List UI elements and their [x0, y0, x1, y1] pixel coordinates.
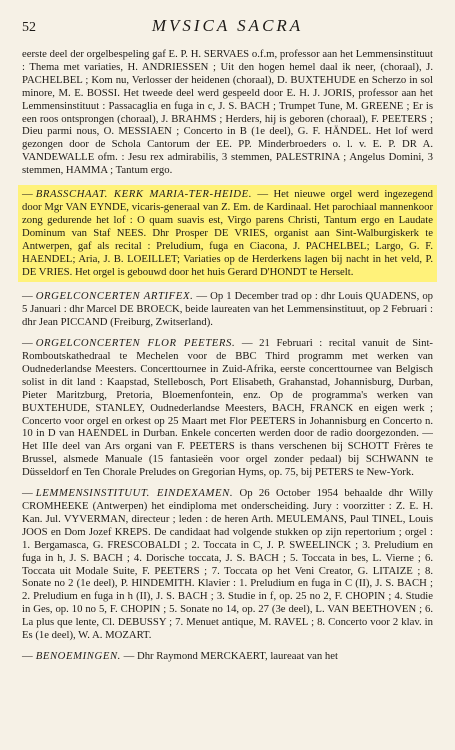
- section-heading: LEMMENSINSTITUUT. EINDEXAMEN.: [35, 487, 234, 500]
- section-lemmensinstituut: [22, 487, 433, 642]
- section-heading: BENOEMINGEN.: [35, 649, 121, 662]
- section-marker: —: [22, 188, 33, 201]
- section-marker: —: [22, 337, 33, 350]
- section-heading: ORGELCONCERTEN ARTIFEX.: [35, 290, 194, 303]
- section-benoemingen: — BENOEMINGEN. — Dhr Raymond MERCKAERT, laureaat van het: [22, 649, 338, 662]
- section-text: Op 26 October 1954 behaalde dhr Willy CROMHEEKE (Antwerpen) het eindiploma met onderscheiding. Jury : voorzitter : Z. E. H. Kan. Jul. VYVERMAN, directeur ; leden : de heren Arth. MEULEMANS, Paul TINEL, Louis JOOS en Dom Jozef KREPS. De candidaat had volgende stukken op zijn repertorium ; orgel : 1. Bergamasca, G. FRESCOBALDI ; 2. Toccata in C, J. P. SWEELINCK ; 3. Preludium en fuga in h, J. S. BACH ; 4. Dorische toccata, J. S. BACH ; 5. Toccata in bes, L. Vierne ; 6. Toccata uit Modale Suite, F. PEETERS ; 7. Toccata op het Veni Creator, G. LITAIZE ; 8. Sonate no 2 (1e deel), P. HINDEMITH. Klavier : 1. Preludium en fuga in C (II), J. S. BACH ; 2. Preludium en fuga in h (II), J. S. BACH ; 3. Studie in f, op. 25 no 2, F. CHOPIN ; 4. Studie in Ges, op. 10 no 5, F. CHOPIN ; 5. Sonate no 14, op. 27 (3e deel), L. VAN BEETHOVEN ; 6. La plus que lente, Cl. DEBUSSY ; 7. Menuet antique, M. RAVEL ; 8. Concerto voor 2 klav. in Es (1e deel), W. A. MOZART.: [22, 487, 433, 642]
- section-flor-peeters: — ORGELCONCERTEN FLOR PEETERS. — 21 Februari : recital vanuit de Sint-Romboutskathedraal te Mechelen voor de BBC Third programm met werken van Oudnederlandse Meesters. Concerttournee in Zuid-Afrika, eerste concerttournee van Belgisch solist in dit land : Kaapstad, Stellebosch, Port Elisabeth, Grahanstad, Johannisburg, Durban, Pieter Maritzburg, Pretoria, Bloemenfontein, enz. Op de programma's werken van BUXTEHUDE, STANLEY, Oudnederlandse Meesters, BACH, FRANCK en eigen werk ; Concerto voor orgel en orkest op 25 Maart met Flor PEETERS in Johannisburg en Concerto n. 10 in D van HAENDEL in Durban. Enkele concerten werden door de radio doorgezonden. — Het IIIe deel van Ars organi van F. PEETERS is thans verschenen bij SCHOTT Frères te Brussel, alsmede Manuale (15 fantasieën voor orgel zonder pedaal) bij SCHWANN te Düsseldorf en Ten Chorale Preludes on Gregorian Hyms, op. 75, bij PETERS te New-York.: [22, 337, 433, 479]
- page-number: 52: [22, 20, 36, 35]
- section-heading: ORGELCONCERTEN FLOR PEETERS.: [35, 337, 236, 350]
- highlighted-section: [18, 185, 437, 282]
- section-text: 21 Februari : recital vanuit de Sint-Romboutskathedraal te Mechelen voor de BBC Third programm met werken van Oudnederlandse Meesters. Concerttournee in Zuid-Afrika, eerste concerttournee van Belgisch solist in dit land : Kaapstad, Stellebosch, Port Elisabeth, Grahanstad, Johannisburg, Durban, Pieter Maritzburg, Pretoria, Bloemenfontein, enz. Op de programma's werken van BUXTEHUDE, STANLEY, Oudnederlandse Meesters, BACH, FRANCK en eigen werk ; Concerto voor orgel en orkest op 25 Maart met Flor PEETERS in Johannisburg en Concerto n. 10 in D van HAENDEL in Durban. Enkele concerten werden door de radio doorgezonden. — Het IIIe deel van Ars organi van F. PEETERS is thans verschenen bij SCHOTT Frères te Brussel, alsmede Manuale (15 fantasieën voor orgel zonder pedaal) bij SCHWANN te Düsseldorf en Ten Chorale Preludes on Gregorian Hyms, op. 75, bij PETERS te New-York.: [22, 337, 433, 479]
- section-marker: —: [22, 649, 33, 662]
- section-heading: BRASSCHAAT. KERK MARIA-TER-HEIDE.: [35, 188, 253, 201]
- intro-paragraph: eerste deel der orgelbespeling gaf E. P. H. SERVAES o.f.m, professor aan het Lemmensinstituut : Thema met variaties, H. ANDRIESSEN ; Uit den hogen hemel daal ik neer, (choraal), J. PACHELBEL ; Kom nu, Verlosser der heidenen (choraal), D. BUXTEHUDE en Scherzo in sol minore, M. E. BOSSI. Het tweede deel werd gespeeld door E. H. J. JORIS, professor aan het Lemmensinstituut : Passacaglia en fuga in c, J. S. BACH ; Trumpet Tune, M. GREENE ; Er is een roos ontsprongen (choraal), J. BRAHMS ; Herders, hij is geboren (choraal), F. PEETERS ; Dieu parmi nous, O. MESSIAEN ; Concerto in B (1e deel), G. F. HÄNDEL. Het lof werd gezongen door de Schola Cantorum der EE. PP. Minderbroeders o. l. v. E. P. DR A. VANDEWALLE ofm. : Jesu rex admirabilis, 3 stemmen, PALESTRINA ; Angelus Domini, 3 stemmen, HAMMA ; Tantum ergo.: [22, 48, 433, 177]
- section-marker: —: [22, 290, 33, 303]
- section-marker: —: [22, 487, 33, 500]
- page-header: [22, 16, 433, 36]
- running-title: MVSICA SACRA: [151, 16, 304, 35]
- section-text: Het nieuwe orgel werd ingezegend door Mgr VAN EYNDE, vicaris-generaal van Z. Em. de Kardinaal. Het parochiaal mannenkoor zong gedurende het lof : O quam suavis est, Virgo parens Christi, Tantum ergo en Laudate Dominum van Staf NEES. Dhr Prosper DE VRIES, organist aan Sint-Walburgiskerk te Antwerpen, gaf als recital : Preludium, fuga en Ciacona, J. PACHELBEL; Largo, G. F. HAENDEL; Aria, J. B. LOEILLET; Variaties op de Herderkens lagen bij nacht in het veld, P. DE VRIES. Het orgel is gebouwd door het huis Gerard D'HONDT te Herselt.: [22, 188, 434, 278]
- section-artifex: — ORGELCONCERTEN ARTIFEX. — Op 1 December trad op : dhr Louis QUADENS, op 5 Januari : dhr Marcel DE BROECK, beide laureaten van het Lemmensinstituut, op 2 Februari : dhr Jean PICCAND (Freiburg, Zwitserland).: [22, 290, 434, 329]
- section-brasschaat: — BRASSCHAAT. KERK MARIA-TER-HEIDE. — Het nieuwe orgel werd ingezegend door Mgr VAN EYNDE, vicaris-generaal van Z. Em. de Kardinaal. Het parochiaal mannenkoor zong gedurende het lof : O quam suavis est, Virgo parens Christi, Tantum ergo en Laudate Dominum van Staf NEES. Dhr Prosper DE VRIES, organist aan Sint-Walburgiskerk te Antwerpen, gaf als recital : Preludium, fuga en Ciacona, J. PACHELBEL; Largo, G. F. HAENDEL; Aria, J. B. LOEILLET; Variaties op de Herderkens lagen bij nacht in het veld, P. DE VRIES. Het orgel is gebouwd door het huis Gerard D'HONDT te Herselt.: [22, 188, 434, 278]
- section-text: Dhr Raymond MERCKAERT, laureaat van het: [137, 649, 338, 662]
- section-text: Op 1 December trad op : dhr Louis QUADENS, op 5 Januari : dhr Marcel DE BROECK, beide laureaten van het Lemmensinstituut, op 2 Februari : dhr Jean PICCAND (Freiburg, Zwitserland).: [22, 290, 434, 329]
